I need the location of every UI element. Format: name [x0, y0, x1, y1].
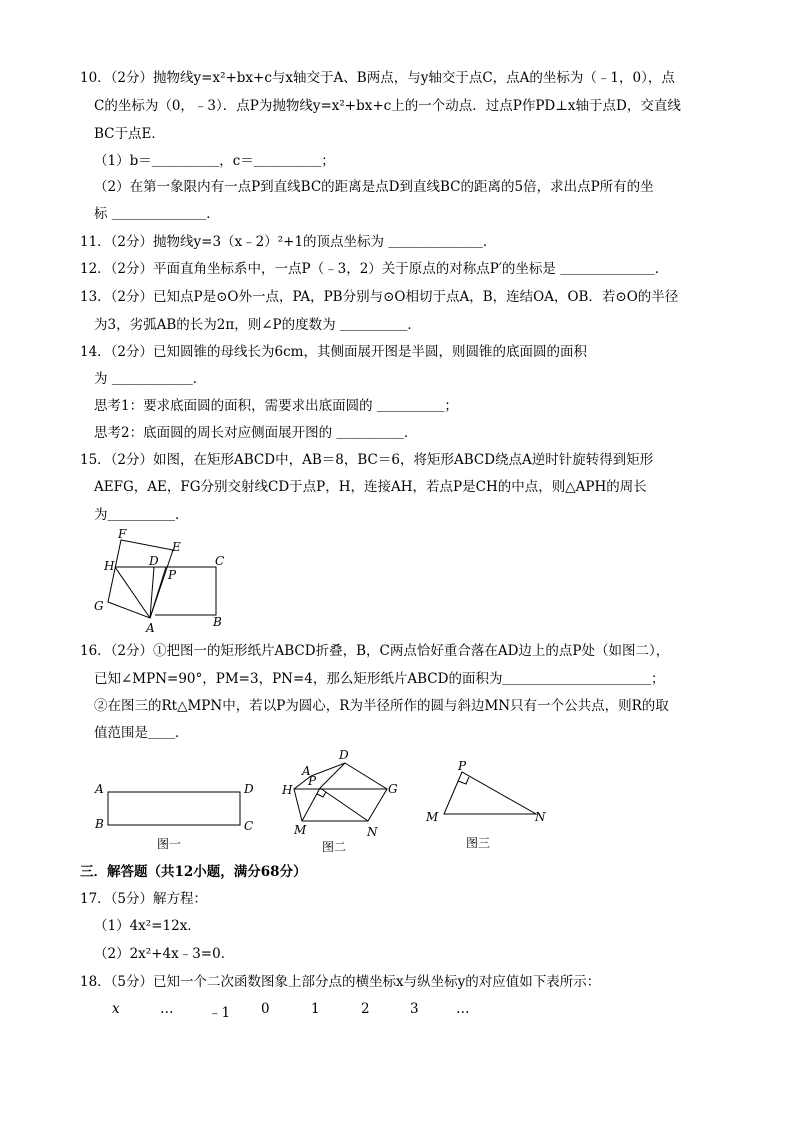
figure-q15: [88, 528, 238, 636]
table-cell: 0: [261, 1001, 270, 1017]
q18-stem: 18．（5分）已知一个二次函数图象上部分点的横坐标x与纵坐标y的对应值如下表所示：: [80, 974, 601, 990]
table-cell: …: [456, 1001, 470, 1017]
fig15-label-a: A: [146, 621, 155, 635]
fig15-label-c: C: [215, 554, 225, 568]
fig15-label-g: G: [94, 599, 104, 613]
fig2-label-d: D: [339, 748, 349, 762]
fig15-label-f: F: [118, 528, 127, 541]
q10-part2-cont: 标 ＿＿＿＿＿＿＿．: [94, 206, 220, 222]
fig3-label-p: P: [458, 759, 467, 773]
q10-line3: BC于点E．: [94, 126, 165, 142]
q12: 12．（2分）平面直角坐标系中，一点P（﹣3，2）关于原点的对称点P′的坐标是 ＿＿＿＿＿＿＿．: [80, 261, 669, 277]
figure-q16-2: [280, 745, 405, 855]
q17-part2: （2）2x²+4x﹣3=0．: [94, 946, 235, 962]
fig15-label-h: H: [104, 559, 115, 573]
fig2-label-a: A: [302, 764, 311, 778]
fig1-label-a: A: [95, 782, 104, 796]
fig2-label-g: G: [388, 782, 398, 796]
q15-line2: AEFG，AE，FG分别交射线CD于点P，H，连接AH，若点P是CH的中点，则△APH的周长: [94, 479, 647, 495]
q14-line1: 14．（2分）已知圆锥的母线长为6cm，其侧面展开图是半圆，则圆锥的底面圆的面积: [80, 344, 587, 360]
fig3-caption: 图三: [466, 836, 491, 850]
q16-line2: 已知∠MPN=90°，PM=3，PN=4，那么矩形纸片ABCD的面积为＿＿＿＿＿＿＿＿＿＿＿；: [94, 671, 665, 687]
q16-line3: ②在图三的Rt△MPN中，若以P为圆心，R为半径所作的圆与斜边MN只有一个公共点，则R的取: [94, 698, 669, 714]
q16-line4: 值范围是＿＿．: [94, 725, 189, 741]
fig2-label-p: P: [308, 774, 317, 788]
q13-line2: 为3，劣弧AB的长为2π，则∠P的度数为 ＿＿＿＿＿．: [94, 317, 421, 333]
fig2-label-h: H: [282, 783, 293, 797]
fig2-label-n: N: [367, 825, 378, 839]
fig15-label-e: E: [172, 540, 181, 554]
table-cell: 3: [410, 1001, 419, 1017]
table-cell: …: [160, 1001, 174, 1017]
figure-q16-1: [90, 778, 270, 856]
table-header-x: x: [112, 1001, 120, 1017]
q13-line1: 13．（2分）已知点P是⊙O外一点，PA，PB分别与⊙O相切于点A，B，连结OA，OB．若⊙O的半径: [80, 289, 679, 305]
section3-heading: 三．解答题（共12小题，满分68分）: [80, 864, 307, 880]
table-cell: ﹣1: [208, 1005, 231, 1021]
fig1-label-c: C: [244, 819, 254, 833]
q17-stem: 17．（5分）解方程：: [80, 891, 208, 907]
fig15-label-d: D: [149, 554, 159, 568]
q10-line2: C的坐标为（0，﹣3）．点P为抛物线y=x²+bx+c上的一个动点．过点P作PD⊥x轴于点D，交直线: [94, 98, 681, 114]
q14-think1: 思考1：要求底面圆的面积，需要求出底面圆的 ＿＿＿＿＿；: [94, 398, 458, 414]
fig1-label-b: B: [95, 817, 104, 831]
table-cell: 1: [311, 1001, 320, 1017]
fig1-label-d: D: [244, 782, 254, 796]
q10-part2: （2）在第一象限内有一点P到直线BC的距离是点D到直线BC的距离的5倍，求出点P所有的坐: [94, 179, 654, 195]
q15-line3: 为＿＿＿＿＿．: [94, 507, 189, 523]
fig15-label-p: P: [168, 568, 177, 582]
fig2-label-m: M: [294, 823, 307, 837]
fig3-label-m: M: [426, 810, 439, 824]
q15-line1: 15．（2分）如图，在矩形ABCD中，AB＝8，BC＝6，将矩形ABCD绕点A逆时针旋转得到矩形: [80, 452, 654, 468]
q11: 11．（2分）抛物线y=3（x﹣2）²+1的顶点坐标为 ＿＿＿＿＿＿＿．: [80, 234, 497, 250]
q14-line2: 为 ＿＿＿＿＿＿．: [94, 371, 207, 387]
q10-line1: 10．（2分）抛物线y=x²+bx+c与x轴交于A、B两点，与y轴交于点C，点A的坐标为（﹣1，0），点: [80, 70, 675, 86]
fig2-caption: 图二: [322, 840, 347, 854]
table-cell: 2: [361, 1001, 370, 1017]
q10-part1: （1）b＝＿＿＿＿＿，c＝＿＿＿＿＿；: [94, 153, 335, 169]
figure-q16-3: [420, 758, 560, 853]
q16-line1: 16．（2分）①把图一的矩形纸片ABCD折叠，B，C两点恰好重合落在AD边上的点P处（如图二），: [80, 643, 670, 659]
q14-think2: 思考2：底面圆的周长对应侧面展开图的 ＿＿＿＿＿．: [94, 425, 418, 441]
fig3-label-n: N: [535, 810, 546, 824]
fig1-caption: 图一: [157, 837, 182, 851]
q17-part1: （1）4x²=12x．: [94, 918, 201, 934]
fig15-label-b: B: [213, 615, 222, 629]
